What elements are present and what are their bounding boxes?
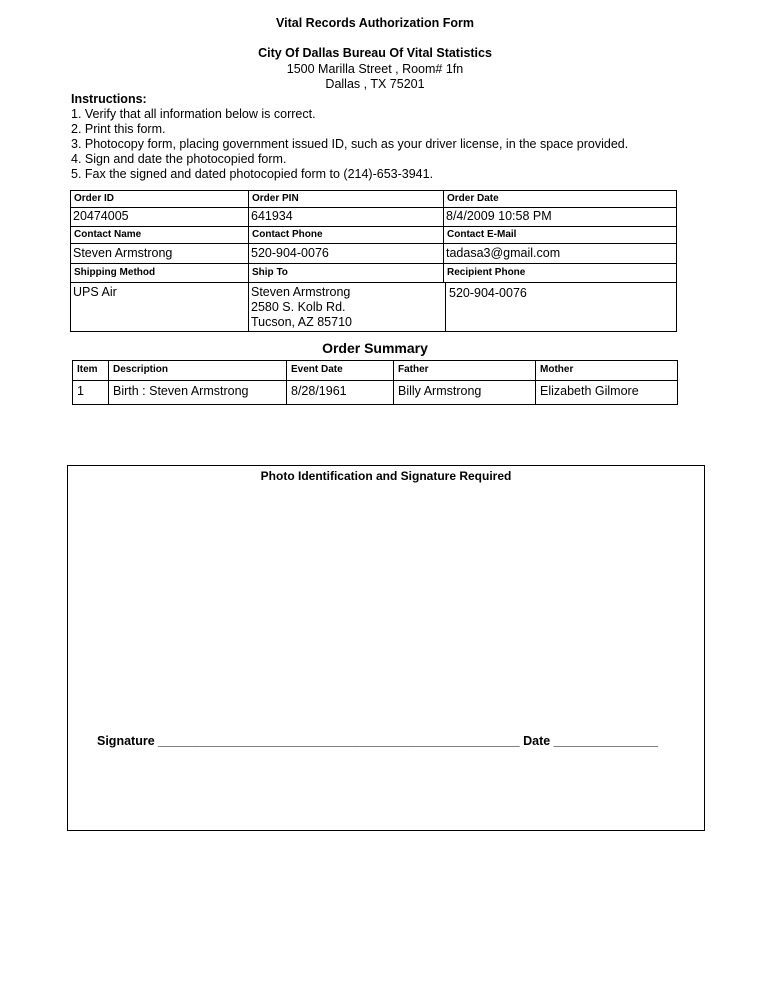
ship-to-label: Ship To (252, 267, 288, 278)
instruction-item: 3. Photocopy form, placing government issued ID, such as your driver license, in the space provided. (71, 137, 629, 151)
recipient-phone-label: Recipient Phone (447, 267, 526, 278)
instruction-item: 4. Sign and date the photocopied form. (71, 152, 287, 166)
summary-cell-description: Birth : Steven Armstrong (113, 384, 249, 398)
instruction-item: 5. Fax the signed and dated photocopied form to (214)-653-3941. (71, 167, 434, 181)
ship-to-city: Tucson, AZ 85710 (251, 315, 352, 329)
contact-email-value: tadasa3@gmail.com (446, 246, 561, 260)
instructions-heading: Instructions: (71, 92, 147, 106)
instruction-item: 1. Verify that all information below is correct. (71, 107, 316, 121)
summary-header-event-date: Event Date (291, 364, 343, 375)
contact-email-label: Contact E-Mail (447, 229, 517, 240)
shipping-method-value: UPS Air (73, 285, 117, 299)
summary-cell-event-date: 8/28/1961 (291, 384, 347, 398)
ship-to-name: Steven Armstrong (251, 285, 351, 299)
order-pin-value: 641934 (251, 209, 293, 223)
ship-to-street: 2580 S. Kolb Rd. (251, 300, 346, 314)
order-date-value: 8/4/2009 10:58 PM (446, 209, 552, 223)
summary-header-father: Father (398, 364, 429, 375)
summary-cell-mother: Elizabeth Gilmore (540, 384, 639, 398)
order-pin-label: Order PIN (252, 193, 299, 204)
summary-header-mother: Mother (540, 364, 574, 375)
address-line-2: Dallas , TX 75201 (325, 77, 425, 91)
summary-cell-item: 1 (77, 384, 84, 398)
summary-header-description: Description (113, 364, 169, 375)
contact-name-label: Contact Name (74, 229, 142, 240)
contact-phone-label: Contact Phone (252, 229, 323, 240)
contact-name-value: Steven Armstrong (73, 246, 173, 260)
order-id-label: Order ID (74, 193, 115, 204)
contact-phone-value: 520-904-0076 (251, 246, 329, 260)
bureau-name: City Of Dallas Bureau Of Vital Statistics (258, 46, 492, 60)
photo-id-title: Photo Identification and Signature Required (260, 469, 512, 483)
photo-id-box (67, 465, 705, 831)
instruction-item: 2. Print this form. (71, 122, 166, 136)
form-title: Vital Records Authorization Form (276, 16, 474, 30)
summary-header-item: Item (77, 364, 98, 375)
shipping-method-label: Shipping Method (74, 267, 156, 278)
signature-date-line: Signature ____________________________________________________ Date _______________ (97, 734, 658, 748)
summary-cell-father: Billy Armstrong (398, 384, 482, 398)
recipient-phone-value: 520-904-0076 (449, 286, 527, 300)
order-date-label: Order Date (447, 193, 499, 204)
address-line-1: 1500 Marilla Street , Room# 1fn (286, 62, 464, 76)
order-id-value: 20474005 (73, 209, 129, 223)
order-summary-title: Order Summary (322, 340, 428, 356)
